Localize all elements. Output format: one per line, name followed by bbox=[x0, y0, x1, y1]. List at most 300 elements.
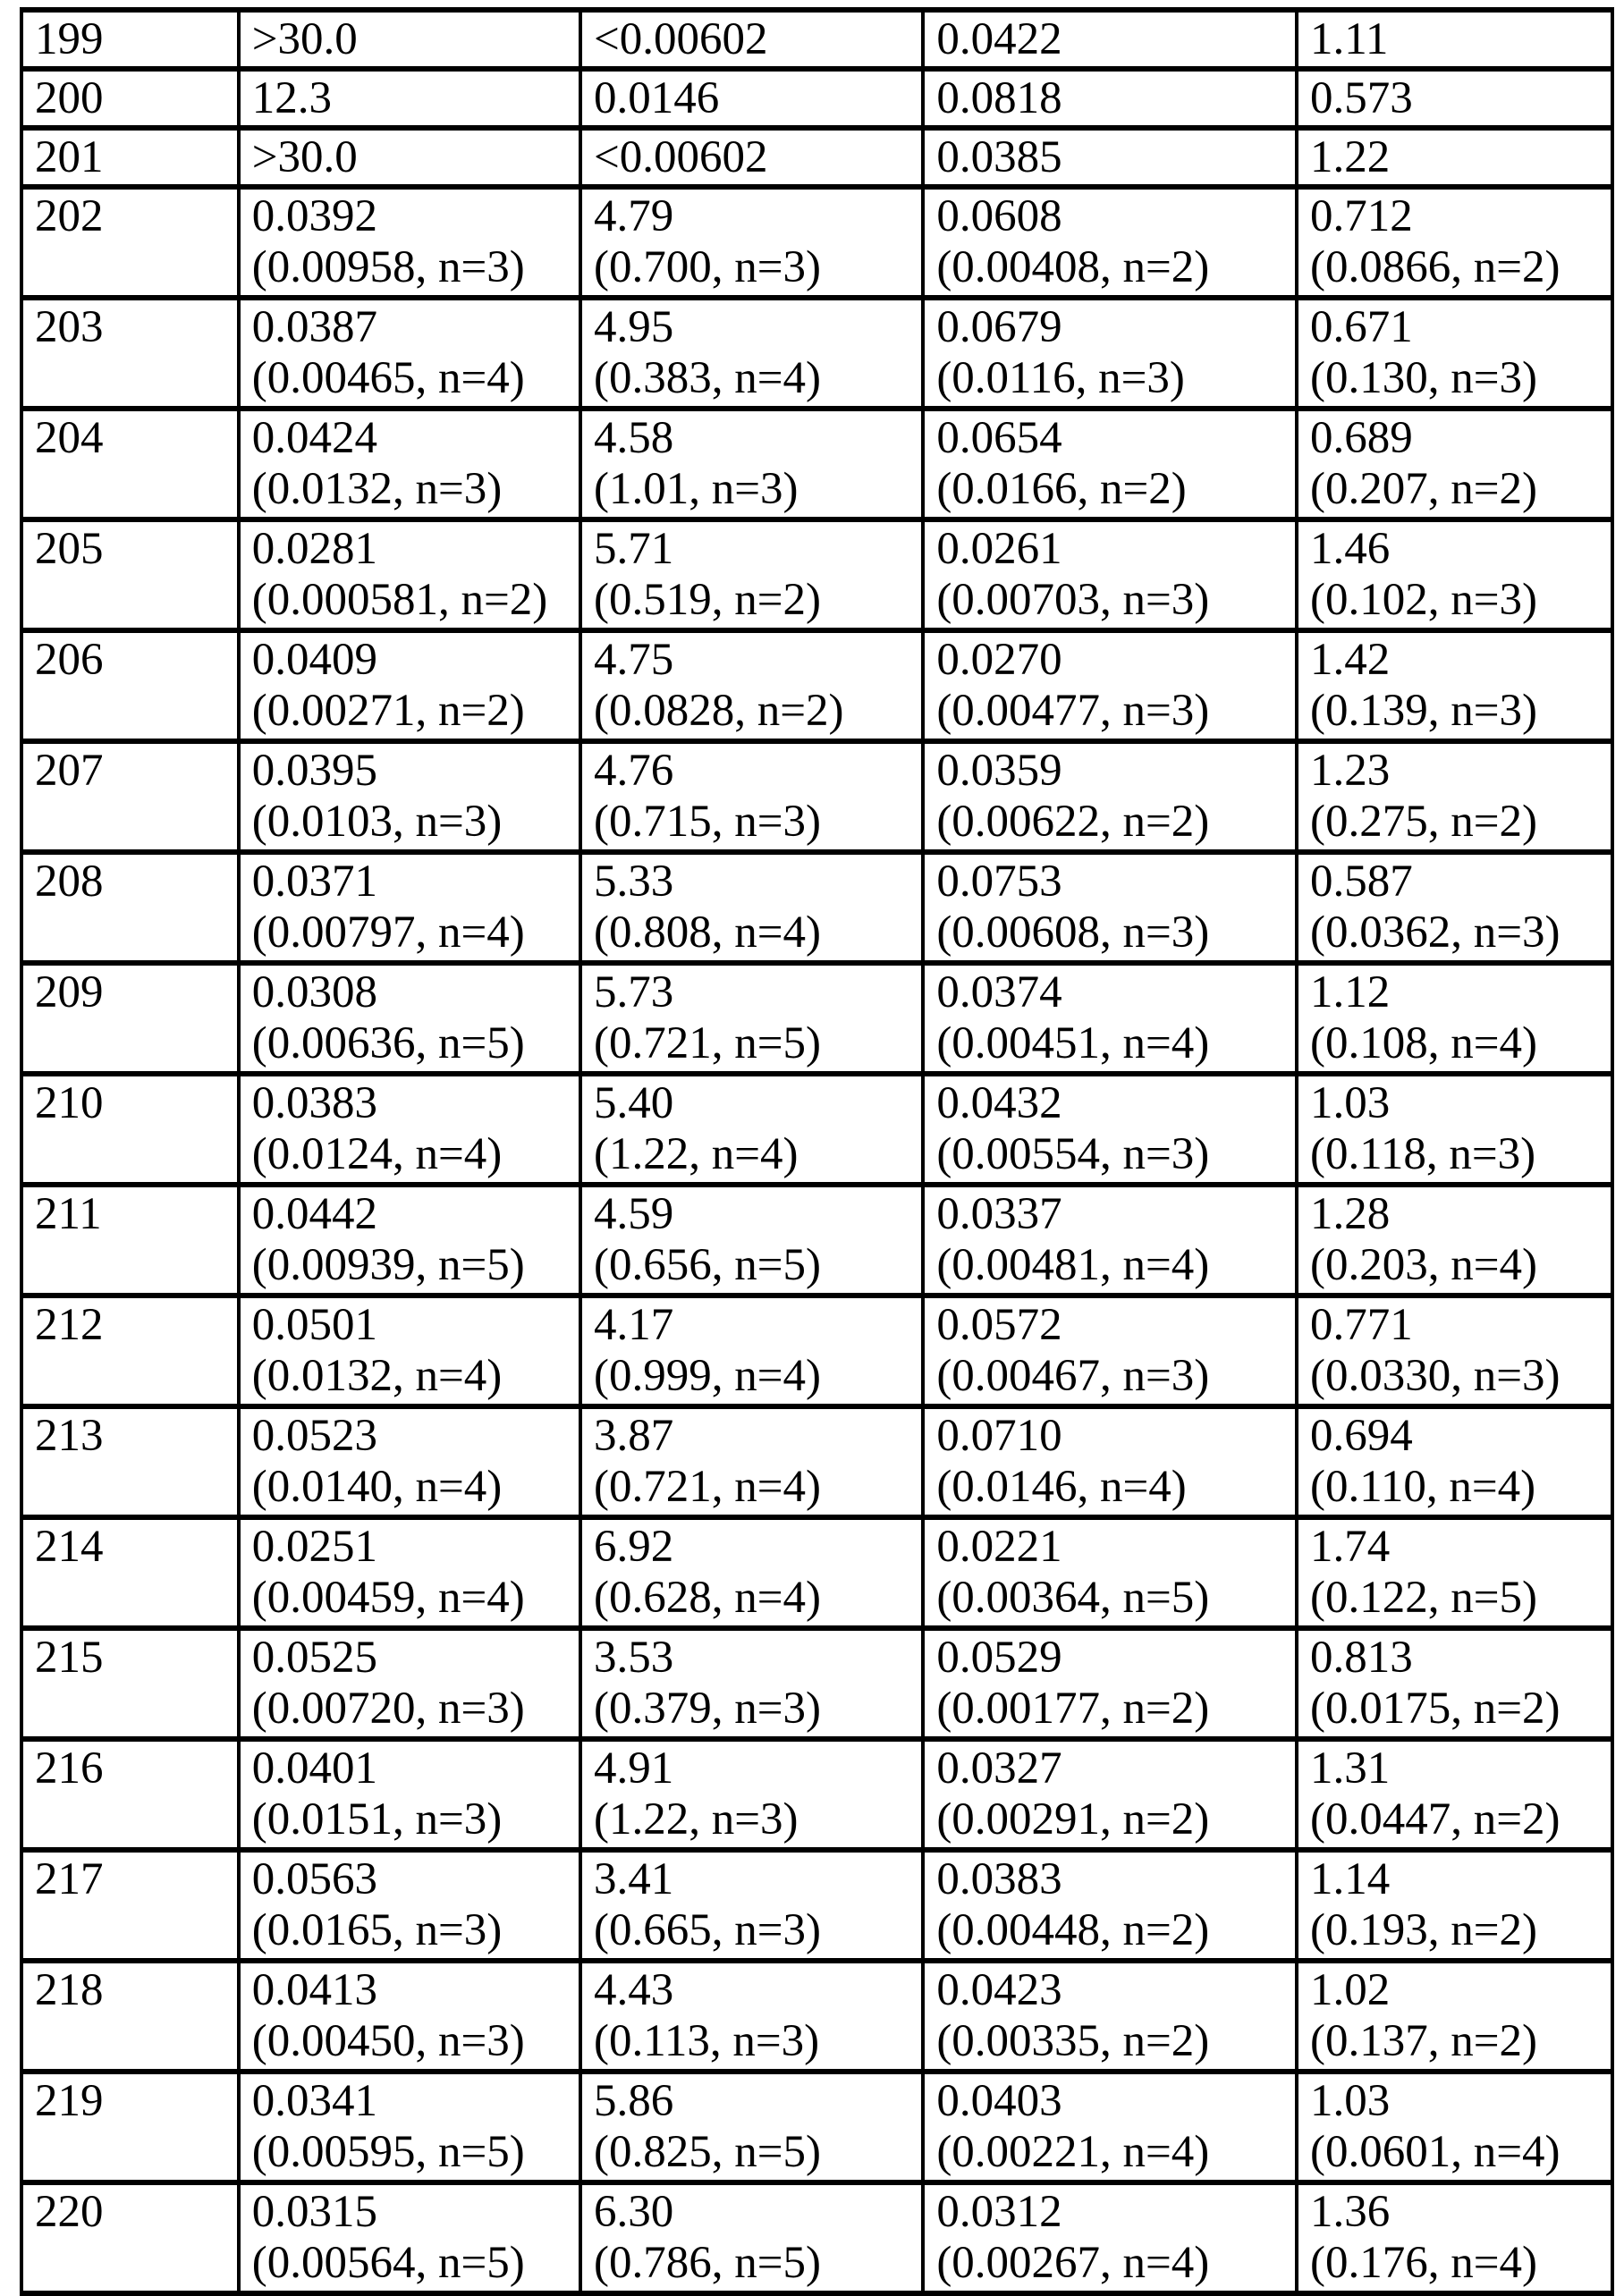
cell-value: 12.3 bbox=[251, 73, 332, 123]
cell-stat: (0.110, n=4) bbox=[1310, 1462, 1536, 1512]
value-cell bbox=[239, 630, 580, 741]
cell-value: 0.813 bbox=[1310, 1633, 1413, 1683]
value-cell bbox=[580, 519, 923, 630]
value-cell bbox=[239, 10, 580, 69]
value-cell bbox=[239, 69, 580, 128]
cell-stat: (0.0362, n=3) bbox=[1310, 907, 1561, 958]
cell-stat: (0.00467, n=3) bbox=[936, 1351, 1210, 1401]
value-cell bbox=[580, 1406, 923, 1517]
row-id: 218 bbox=[35, 1965, 104, 2015]
cell-value: 0.0374 bbox=[936, 967, 1062, 1017]
cell-stat: (0.00408, n=2) bbox=[936, 242, 1210, 292]
value-cell bbox=[1297, 1628, 1612, 1739]
cell-stat: (0.721, n=5) bbox=[594, 1018, 821, 1068]
cell-stat: (1.22, n=3) bbox=[594, 1794, 799, 1844]
table-row bbox=[21, 852, 1612, 963]
value-cell bbox=[580, 1850, 923, 1961]
cell-value: 1.14 bbox=[1310, 1854, 1391, 1904]
value-cell bbox=[923, 1296, 1297, 1406]
row-id: 200 bbox=[35, 73, 104, 123]
cell-value: 0.0281 bbox=[251, 524, 377, 574]
cell-value: 5.33 bbox=[594, 857, 674, 907]
cell-value: 1.03 bbox=[1310, 1078, 1391, 1128]
cell-value: 0.0385 bbox=[936, 132, 1062, 182]
value-cell bbox=[580, 187, 923, 298]
cell-stat: (0.00267, n=4) bbox=[936, 2238, 1210, 2288]
row-id: 204 bbox=[35, 413, 104, 463]
table-row bbox=[21, 1185, 1612, 1296]
cell-stat: (0.00271, n=2) bbox=[251, 686, 525, 736]
value-cell bbox=[239, 1185, 580, 1296]
value-cell bbox=[923, 1628, 1297, 1739]
cell-stat: (0.700, n=3) bbox=[594, 242, 821, 292]
row-id: 199 bbox=[35, 14, 104, 64]
cell-value: <0.00602 bbox=[594, 132, 768, 182]
cell-stat: (0.0866, n=2) bbox=[1310, 242, 1561, 292]
value-cell bbox=[239, 1406, 580, 1517]
table-row bbox=[21, 519, 1612, 630]
cell-stat: (0.118, n=3) bbox=[1310, 1129, 1536, 1179]
row-id-cell bbox=[21, 2182, 239, 2293]
value-cell bbox=[1297, 2182, 1612, 2293]
table-row bbox=[21, 1074, 1612, 1185]
row-id: 219 bbox=[35, 2076, 104, 2126]
cell-stat: (0.825, n=5) bbox=[594, 2127, 821, 2177]
cell-stat: (0.000581, n=2) bbox=[251, 575, 548, 625]
table-row bbox=[21, 409, 1612, 519]
cell-stat: (0.0103, n=3) bbox=[251, 797, 503, 847]
cell-value: 0.0401 bbox=[251, 1743, 377, 1794]
value-cell bbox=[239, 187, 580, 298]
cell-stat: (0.0116, n=3) bbox=[936, 353, 1185, 403]
value-cell bbox=[239, 409, 580, 519]
value-cell bbox=[580, 1185, 923, 1296]
cell-stat: (0.0124, n=4) bbox=[251, 1129, 503, 1179]
value-cell bbox=[580, 852, 923, 963]
cell-value: 5.71 bbox=[594, 524, 674, 574]
value-cell bbox=[580, 1628, 923, 1739]
value-cell bbox=[580, 1517, 923, 1628]
value-cell bbox=[1297, 519, 1612, 630]
cell-value: 1.31 bbox=[1310, 1743, 1391, 1794]
value-cell bbox=[923, 1185, 1297, 1296]
value-cell bbox=[923, 1074, 1297, 1185]
cell-value: 5.86 bbox=[594, 2076, 674, 2126]
cell-stat: (0.999, n=4) bbox=[594, 1351, 821, 1401]
cell-value: 0.0371 bbox=[251, 857, 377, 907]
cell-stat: (0.00177, n=2) bbox=[936, 1684, 1210, 1734]
cell-stat: (0.665, n=3) bbox=[594, 1905, 821, 1955]
row-id-cell bbox=[21, 409, 239, 519]
row-id-cell bbox=[21, 1185, 239, 1296]
cell-value: 0.712 bbox=[1310, 191, 1413, 241]
value-cell bbox=[923, 1961, 1297, 2072]
value-cell bbox=[923, 1739, 1297, 1850]
cell-stat: (0.176, n=4) bbox=[1310, 2238, 1537, 2288]
cell-stat: (0.00564, n=5) bbox=[251, 2238, 525, 2288]
cell-stat: (0.0601, n=4) bbox=[1310, 2127, 1561, 2177]
cell-stat: (0.108, n=4) bbox=[1310, 1018, 1537, 1068]
cell-value: 1.28 bbox=[1310, 1189, 1391, 1239]
cell-value: 1.46 bbox=[1310, 524, 1391, 574]
cell-stat: (0.00554, n=3) bbox=[936, 1129, 1210, 1179]
cell-stat: (0.00636, n=5) bbox=[251, 1018, 525, 1068]
value-cell bbox=[239, 963, 580, 1074]
cell-value: 1.03 bbox=[1310, 2076, 1391, 2126]
cell-stat: (0.0828, n=2) bbox=[594, 686, 844, 736]
table-row bbox=[21, 1406, 1612, 1517]
cell-stat: (0.0146, n=4) bbox=[936, 1462, 1187, 1512]
value-cell bbox=[239, 741, 580, 852]
cell-value: 0.0442 bbox=[251, 1189, 377, 1239]
cell-stat: (0.00465, n=4) bbox=[251, 353, 525, 403]
value-cell bbox=[580, 10, 923, 69]
row-id-cell bbox=[21, 128, 239, 187]
cell-value: 4.76 bbox=[594, 746, 674, 796]
row-id: 203 bbox=[35, 302, 104, 352]
cell-value: 0.0525 bbox=[251, 1633, 377, 1683]
value-cell bbox=[923, 128, 1297, 187]
row-id-cell bbox=[21, 1517, 239, 1628]
cell-stat: (0.383, n=4) bbox=[594, 353, 821, 403]
cell-value: 0.0654 bbox=[936, 413, 1062, 463]
cell-stat: (0.00477, n=3) bbox=[936, 686, 1210, 736]
value-cell bbox=[1297, 187, 1612, 298]
cell-value: 0.0523 bbox=[251, 1411, 377, 1461]
cell-stat: (0.0140, n=4) bbox=[251, 1462, 503, 1512]
cell-stat: (0.122, n=5) bbox=[1310, 1573, 1537, 1623]
row-id: 212 bbox=[35, 1300, 104, 1350]
value-cell bbox=[580, 1961, 923, 2072]
table-row bbox=[21, 10, 1612, 69]
cell-value: 1.22 bbox=[1310, 132, 1391, 182]
value-cell bbox=[239, 128, 580, 187]
value-cell bbox=[1297, 852, 1612, 963]
value-cell bbox=[239, 1296, 580, 1406]
cell-stat: (0.00703, n=3) bbox=[936, 575, 1210, 625]
row-id: 214 bbox=[35, 1522, 104, 1572]
cell-value: 0.0710 bbox=[936, 1411, 1062, 1461]
row-id-cell bbox=[21, 963, 239, 1074]
cell-value: 0.0608 bbox=[936, 191, 1062, 241]
value-cell bbox=[1297, 1185, 1612, 1296]
cell-value: 0.0422 bbox=[936, 14, 1062, 64]
cell-value: 0.0221 bbox=[936, 1522, 1062, 1572]
cell-stat: (0.656, n=5) bbox=[594, 1240, 821, 1290]
cell-stat: (0.00939, n=5) bbox=[251, 1240, 525, 1290]
value-cell bbox=[1297, 1517, 1612, 1628]
cell-value: 6.92 bbox=[594, 1522, 674, 1572]
row-id-cell bbox=[21, 1628, 239, 1739]
row-id-cell bbox=[21, 298, 239, 409]
cell-stat: (0.519, n=2) bbox=[594, 575, 821, 625]
row-id-cell bbox=[21, 852, 239, 963]
row-id: 207 bbox=[35, 746, 104, 796]
cell-stat: (0.0447, n=2) bbox=[1310, 1794, 1561, 1844]
value-cell bbox=[580, 1739, 923, 1850]
row-id-cell bbox=[21, 1296, 239, 1406]
cell-stat: (0.139, n=3) bbox=[1310, 686, 1537, 736]
table-row bbox=[21, 1628, 1612, 1739]
value-cell bbox=[923, 69, 1297, 128]
cell-value: 0.0383 bbox=[251, 1078, 377, 1128]
cell-value: 0.587 bbox=[1310, 857, 1413, 907]
cell-stat: (0.00221, n=4) bbox=[936, 2127, 1210, 2177]
row-id-cell bbox=[21, 1961, 239, 2072]
cell-stat: (0.0330, n=3) bbox=[1310, 1351, 1561, 1401]
cell-value: 0.0327 bbox=[936, 1743, 1062, 1794]
value-cell bbox=[923, 2182, 1297, 2293]
row-id: 220 bbox=[35, 2187, 104, 2237]
cell-value: 6.30 bbox=[594, 2187, 674, 2237]
cell-stat: (0.379, n=3) bbox=[594, 1684, 821, 1734]
table-row bbox=[21, 128, 1612, 187]
value-cell bbox=[580, 128, 923, 187]
value-cell bbox=[923, 409, 1297, 519]
row-id-cell bbox=[21, 1739, 239, 1850]
row-id-cell bbox=[21, 741, 239, 852]
value-cell bbox=[923, 187, 1297, 298]
cell-stat: (0.0132, n=4) bbox=[251, 1351, 503, 1401]
row-id-cell bbox=[21, 519, 239, 630]
value-cell bbox=[239, 1961, 580, 2072]
value-cell bbox=[580, 2182, 923, 2293]
row-id: 201 bbox=[35, 132, 104, 182]
value-cell bbox=[1297, 1850, 1612, 1961]
table-row bbox=[21, 1961, 1612, 2072]
cell-value: 0.0818 bbox=[936, 73, 1062, 123]
row-id-cell bbox=[21, 1850, 239, 1961]
cell-stat: (0.00595, n=5) bbox=[251, 2127, 525, 2177]
cell-stat: (0.0132, n=3) bbox=[251, 464, 503, 514]
cell-stat: (0.808, n=4) bbox=[594, 907, 821, 958]
row-id: 208 bbox=[35, 857, 104, 907]
cell-value: 0.0359 bbox=[936, 746, 1062, 796]
value-cell bbox=[580, 1296, 923, 1406]
cell-value: 0.0315 bbox=[251, 2187, 377, 2237]
cell-value: 0.0312 bbox=[936, 2187, 1062, 2237]
cell-value: 0.0251 bbox=[251, 1522, 377, 1572]
cell-value: 1.02 bbox=[1310, 1965, 1391, 2015]
cell-value: 4.79 bbox=[594, 191, 674, 241]
value-cell bbox=[1297, 10, 1612, 69]
row-id: 216 bbox=[35, 1743, 104, 1794]
table-row bbox=[21, 1517, 1612, 1628]
cell-value: 4.75 bbox=[594, 635, 674, 685]
cell-value: 0.771 bbox=[1310, 1300, 1413, 1350]
value-cell bbox=[239, 1850, 580, 1961]
cell-stat: (0.00622, n=2) bbox=[936, 797, 1210, 847]
cell-stat: (0.00451, n=4) bbox=[936, 1018, 1210, 1068]
value-cell bbox=[923, 963, 1297, 1074]
value-cell bbox=[923, 298, 1297, 409]
cell-stat: (0.00958, n=3) bbox=[251, 242, 525, 292]
cell-stat: (0.130, n=3) bbox=[1310, 353, 1537, 403]
cell-value: <0.00602 bbox=[594, 14, 768, 64]
value-cell bbox=[923, 519, 1297, 630]
cell-stat: (0.721, n=4) bbox=[594, 1462, 821, 1512]
value-cell bbox=[580, 630, 923, 741]
cell-value: 0.0413 bbox=[251, 1965, 377, 2015]
table-row bbox=[21, 69, 1612, 128]
value-cell bbox=[580, 69, 923, 128]
value-cell bbox=[239, 519, 580, 630]
compound-data-table bbox=[20, 7, 1614, 2296]
value-cell bbox=[1297, 2072, 1612, 2182]
value-cell bbox=[580, 963, 923, 1074]
cell-stat: (0.786, n=5) bbox=[594, 2238, 821, 2288]
row-id: 205 bbox=[35, 524, 104, 574]
cell-value: 0.0387 bbox=[251, 302, 377, 352]
cell-stat: (0.00448, n=2) bbox=[936, 1905, 1210, 1955]
cell-value: 1.11 bbox=[1310, 14, 1389, 64]
cell-stat: (1.22, n=4) bbox=[594, 1129, 799, 1179]
cell-value: >30.0 bbox=[251, 14, 358, 64]
table-row bbox=[21, 2182, 1612, 2293]
cell-value: 0.0501 bbox=[251, 1300, 377, 1350]
value-cell bbox=[1297, 298, 1612, 409]
cell-value: 0.0529 bbox=[936, 1633, 1062, 1683]
value-cell bbox=[239, 2182, 580, 2293]
row-id-cell bbox=[21, 187, 239, 298]
value-cell bbox=[580, 409, 923, 519]
cell-stat: (0.00459, n=4) bbox=[251, 1573, 525, 1623]
cell-value: 0.0261 bbox=[936, 524, 1062, 574]
value-cell bbox=[923, 852, 1297, 963]
cell-value: 1.42 bbox=[1310, 635, 1391, 685]
value-cell bbox=[239, 1074, 580, 1185]
value-cell bbox=[923, 1850, 1297, 1961]
cell-value: 4.59 bbox=[594, 1189, 674, 1239]
value-cell bbox=[923, 630, 1297, 741]
cell-value: 0.0270 bbox=[936, 635, 1062, 685]
value-cell bbox=[239, 298, 580, 409]
cell-value: 0.0395 bbox=[251, 746, 377, 796]
cell-stat: (0.628, n=4) bbox=[594, 1573, 821, 1623]
cell-value: 4.17 bbox=[594, 1300, 674, 1350]
row-id: 210 bbox=[35, 1078, 104, 1128]
cell-value: >30.0 bbox=[251, 132, 358, 182]
cell-value: 3.87 bbox=[594, 1411, 674, 1461]
cell-value: 4.95 bbox=[594, 302, 674, 352]
row-id: 209 bbox=[35, 967, 104, 1017]
cell-value: 0.0403 bbox=[936, 2076, 1062, 2126]
cell-stat: (0.00608, n=3) bbox=[936, 907, 1210, 958]
value-cell bbox=[580, 741, 923, 852]
row-id: 206 bbox=[35, 635, 104, 685]
value-cell bbox=[923, 741, 1297, 852]
cell-value: 1.74 bbox=[1310, 1522, 1391, 1572]
value-cell bbox=[239, 1628, 580, 1739]
cell-value: 0.0572 bbox=[936, 1300, 1062, 1350]
value-cell bbox=[239, 1739, 580, 1850]
row-id-cell bbox=[21, 1074, 239, 1185]
cell-value: 0.0423 bbox=[936, 1965, 1062, 2015]
cell-stat: (0.0165, n=3) bbox=[251, 1905, 503, 1955]
value-cell bbox=[1297, 128, 1612, 187]
table-row bbox=[21, 1850, 1612, 1961]
cell-value: 0.0308 bbox=[251, 967, 377, 1017]
cell-stat: (0.137, n=2) bbox=[1310, 2016, 1537, 2066]
cell-value: 0.0432 bbox=[936, 1078, 1062, 1128]
table-row bbox=[21, 1739, 1612, 1850]
value-cell bbox=[923, 2072, 1297, 2182]
row-id: 215 bbox=[35, 1633, 104, 1683]
value-cell bbox=[1297, 630, 1612, 741]
cell-stat: (0.715, n=3) bbox=[594, 797, 821, 847]
row-id-cell bbox=[21, 2072, 239, 2182]
value-cell bbox=[1297, 963, 1612, 1074]
cell-value: 0.0424 bbox=[251, 413, 377, 463]
row-id-cell bbox=[21, 1406, 239, 1517]
cell-value: 1.36 bbox=[1310, 2187, 1391, 2237]
value-cell bbox=[1297, 409, 1612, 519]
cell-value: 0.0337 bbox=[936, 1189, 1062, 1239]
table-body bbox=[21, 10, 1612, 2293]
value-cell bbox=[923, 1406, 1297, 1517]
cell-value: 0.694 bbox=[1310, 1411, 1413, 1461]
row-id: 211 bbox=[35, 1189, 102, 1239]
value-cell bbox=[580, 2072, 923, 2182]
value-cell bbox=[923, 1517, 1297, 1628]
cell-value: 1.23 bbox=[1310, 746, 1391, 796]
cell-value: 0.0146 bbox=[594, 73, 720, 123]
row-id-cell bbox=[21, 630, 239, 741]
value-cell bbox=[1297, 741, 1612, 852]
table-row bbox=[21, 630, 1612, 741]
value-cell bbox=[1297, 1074, 1612, 1185]
row-id-cell bbox=[21, 10, 239, 69]
row-id: 202 bbox=[35, 191, 104, 241]
cell-stat: (0.0166, n=2) bbox=[936, 464, 1187, 514]
row-id: 217 bbox=[35, 1854, 104, 1904]
cell-value: 0.0392 bbox=[251, 191, 377, 241]
value-cell bbox=[1297, 1739, 1612, 1850]
cell-stat: (0.00291, n=2) bbox=[936, 1794, 1210, 1844]
cell-stat: (0.203, n=4) bbox=[1310, 1240, 1537, 1290]
cell-value: 0.689 bbox=[1310, 413, 1413, 463]
cell-stat: (0.0151, n=3) bbox=[251, 1794, 503, 1844]
cell-value: 0.0679 bbox=[936, 302, 1062, 352]
value-cell bbox=[239, 1517, 580, 1628]
value-cell bbox=[1297, 1406, 1612, 1517]
row-id-cell bbox=[21, 69, 239, 128]
cell-value: 0.0383 bbox=[936, 1854, 1062, 1904]
cell-value: 0.573 bbox=[1310, 73, 1413, 123]
cell-value: 4.58 bbox=[594, 413, 674, 463]
cell-stat: (0.00797, n=4) bbox=[251, 907, 525, 958]
cell-value: 0.0409 bbox=[251, 635, 377, 685]
value-cell bbox=[923, 10, 1297, 69]
cell-stat: (0.00481, n=4) bbox=[936, 1240, 1210, 1290]
cell-value: 1.12 bbox=[1310, 967, 1391, 1017]
cell-stat: (0.00720, n=3) bbox=[251, 1684, 525, 1734]
cell-stat: (0.275, n=2) bbox=[1310, 797, 1537, 847]
cell-stat: (0.00450, n=3) bbox=[251, 2016, 525, 2066]
cell-value: 5.40 bbox=[594, 1078, 674, 1128]
value-cell bbox=[239, 2072, 580, 2182]
cell-value: 4.91 bbox=[594, 1743, 674, 1794]
cell-value: 0.0563 bbox=[251, 1854, 377, 1904]
cell-value: 0.671 bbox=[1310, 302, 1413, 352]
cell-value: 3.53 bbox=[594, 1633, 674, 1683]
cell-value: 3.41 bbox=[594, 1854, 674, 1904]
table-row bbox=[21, 963, 1612, 1074]
cell-stat: (0.102, n=3) bbox=[1310, 575, 1537, 625]
value-cell bbox=[1297, 1961, 1612, 2072]
table-row bbox=[21, 298, 1612, 409]
cell-value: 5.73 bbox=[594, 967, 674, 1017]
